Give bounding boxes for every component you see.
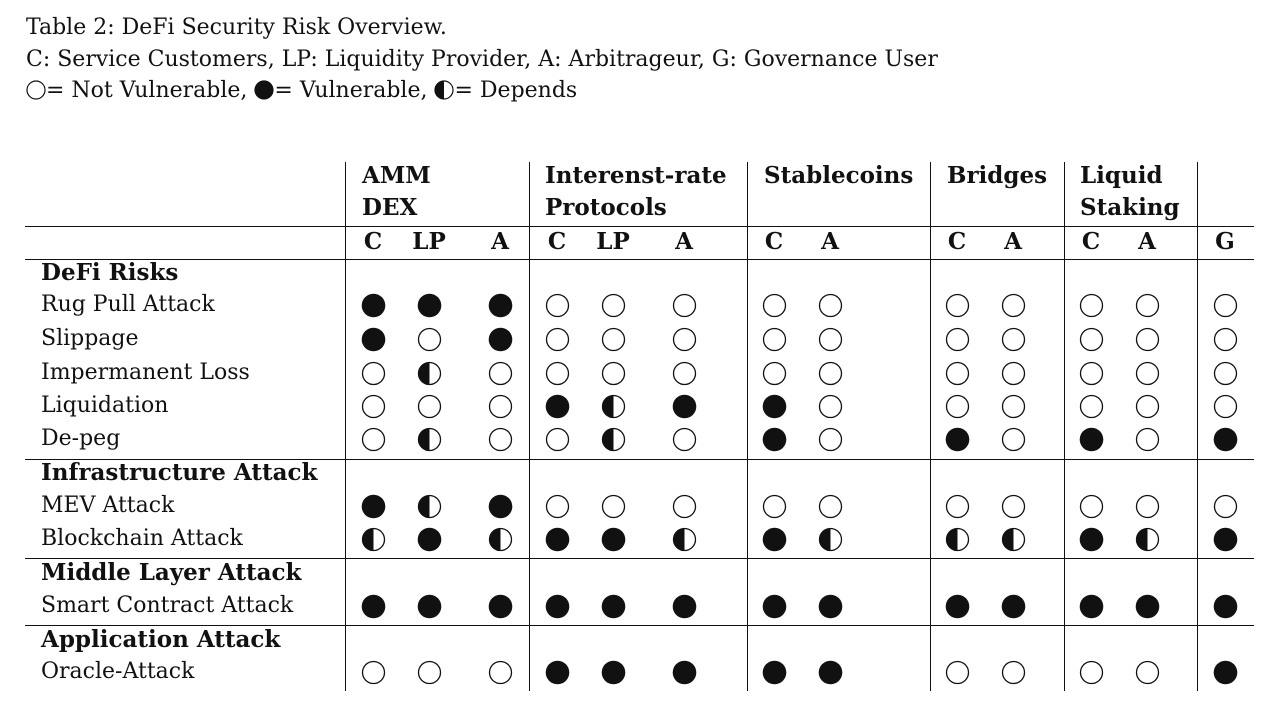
filled-circle-icon (545, 660, 570, 685)
empty-circle-icon (818, 327, 843, 352)
row-divider (25, 259, 1254, 260)
half-circle-icon (417, 427, 442, 452)
filled-circle-icon (545, 527, 570, 552)
empty-circle-icon (545, 427, 570, 452)
filled-circle-icon (488, 293, 513, 318)
empty-circle-icon (672, 427, 697, 452)
column-header: C (947, 228, 967, 255)
filled-circle-icon (361, 293, 386, 318)
filled-circle-icon (818, 594, 843, 619)
empty-circle-icon (26, 80, 46, 100)
group-header-line1: Liquid (1080, 162, 1163, 189)
half-circle-icon (1001, 527, 1026, 552)
filled-circle-icon (601, 594, 626, 619)
empty-circle-icon (601, 361, 626, 386)
filled-circle-icon (488, 494, 513, 519)
empty-circle-icon (762, 494, 787, 519)
row-label: Blockchain Attack (41, 526, 243, 551)
empty-circle-icon (1001, 293, 1026, 318)
legend-label: = Not Vulnerable, (46, 78, 248, 103)
half-circle-icon (601, 427, 626, 452)
filled-circle-icon (488, 327, 513, 352)
empty-circle-icon (1079, 394, 1104, 419)
filled-circle-icon (762, 427, 787, 452)
legend-not-vulnerable (26, 78, 254, 103)
empty-circle-icon (545, 361, 570, 386)
empty-circle-icon (818, 394, 843, 419)
column-header: A (491, 228, 509, 255)
column-header: C (764, 228, 784, 255)
row-label: Impermanent Loss (41, 360, 250, 385)
filled-circle-icon (417, 293, 442, 318)
group-header-line2: Staking (1080, 194, 1180, 221)
filled-circle-icon (545, 594, 570, 619)
filled-circle-icon (361, 327, 386, 352)
empty-circle-icon (1079, 361, 1104, 386)
group-header (947, 160, 1047, 192)
empty-circle-icon (1135, 427, 1160, 452)
half-circle-icon (361, 527, 386, 552)
table-caption (26, 12, 938, 107)
column-header: A (1004, 228, 1022, 255)
group-header (1080, 160, 1180, 224)
filled-circle-icon (601, 527, 626, 552)
empty-circle-icon (417, 394, 442, 419)
empty-circle-icon (672, 361, 697, 386)
half-circle-icon (488, 527, 513, 552)
filled-circle-icon (945, 427, 970, 452)
column-header: C (547, 228, 567, 255)
half-circle-icon (601, 394, 626, 419)
group-header-line2: DEX (362, 194, 418, 221)
filled-circle-icon (762, 527, 787, 552)
filled-circle-icon (1213, 594, 1238, 619)
column-header: G (1215, 228, 1235, 255)
row-divider (25, 226, 1254, 227)
legend-vulnerable (254, 78, 434, 103)
filled-circle-icon (672, 594, 697, 619)
row-label: Smart Contract Attack (41, 593, 294, 618)
filled-circle-icon (762, 394, 787, 419)
filled-circle-icon (417, 527, 442, 552)
group-header (362, 160, 431, 224)
empty-circle-icon (818, 293, 843, 318)
filled-circle-icon (945, 594, 970, 619)
filled-circle-icon (1079, 427, 1104, 452)
filled-circle-icon (1213, 427, 1238, 452)
section-title: DeFi Risks (41, 259, 179, 286)
section-title: Middle Layer Attack (41, 559, 302, 586)
filled-circle-icon (1001, 594, 1026, 619)
column-header: C (1081, 228, 1101, 255)
filled-circle-icon (545, 394, 570, 419)
empty-circle-icon (417, 660, 442, 685)
empty-circle-icon (601, 293, 626, 318)
empty-circle-icon (601, 327, 626, 352)
group-header-line1: AMM (362, 162, 431, 189)
empty-circle-icon (945, 293, 970, 318)
filled-circle-icon (1079, 594, 1104, 619)
column-header: LP (596, 228, 630, 255)
empty-circle-icon (1001, 427, 1026, 452)
empty-circle-icon (1135, 327, 1160, 352)
filled-circle-icon (762, 594, 787, 619)
column-divider (345, 162, 346, 691)
filled-circle-icon (1135, 594, 1160, 619)
filled-circle-icon (361, 494, 386, 519)
filled-circle-icon (601, 660, 626, 685)
empty-circle-icon (945, 394, 970, 419)
empty-circle-icon (488, 660, 513, 685)
row-label: Liquidation (41, 393, 169, 418)
group-header-line1: Stablecoins (764, 162, 914, 189)
legend-label: = Depends (454, 78, 578, 103)
empty-circle-icon (488, 394, 513, 419)
group-header (545, 160, 727, 224)
column-header: A (1138, 228, 1156, 255)
empty-circle-icon (1001, 327, 1026, 352)
caption-legend (26, 75, 938, 107)
empty-circle-icon (545, 293, 570, 318)
empty-circle-icon (672, 327, 697, 352)
empty-circle-icon (818, 494, 843, 519)
empty-circle-icon (488, 361, 513, 386)
column-header: A (675, 228, 693, 255)
row-label: MEV Attack (41, 493, 175, 518)
row-label: Oracle-Attack (41, 659, 195, 684)
filled-circle-icon (672, 394, 697, 419)
half-circle-icon (417, 494, 442, 519)
half-circle-icon (818, 527, 843, 552)
filled-circle-icon (254, 80, 274, 100)
filled-circle-icon (361, 594, 386, 619)
empty-circle-icon (1135, 494, 1160, 519)
empty-circle-icon (945, 327, 970, 352)
section-title: Application Attack (41, 626, 281, 653)
empty-circle-icon (945, 660, 970, 685)
filled-circle-icon (762, 660, 787, 685)
empty-circle-icon (1213, 327, 1238, 352)
empty-circle-icon (361, 660, 386, 685)
empty-circle-icon (1135, 394, 1160, 419)
empty-circle-icon (1213, 494, 1238, 519)
filled-circle-icon (1079, 527, 1104, 552)
empty-circle-icon (762, 293, 787, 318)
caption-title: Table 2: DeFi Security Risk Overview. (26, 15, 447, 40)
empty-circle-icon (945, 361, 970, 386)
half-circle-icon (434, 80, 454, 100)
empty-circle-icon (488, 427, 513, 452)
half-circle-icon (672, 527, 697, 552)
half-circle-icon (1135, 527, 1160, 552)
filled-circle-icon (672, 660, 697, 685)
empty-circle-icon (1135, 660, 1160, 685)
empty-circle-icon (1079, 494, 1104, 519)
empty-circle-icon (417, 327, 442, 352)
empty-circle-icon (818, 361, 843, 386)
filled-circle-icon (818, 660, 843, 685)
column-header: A (821, 228, 839, 255)
filled-circle-icon (417, 594, 442, 619)
column-divider (1197, 162, 1198, 691)
empty-circle-icon (1079, 293, 1104, 318)
filled-circle-icon (1213, 527, 1238, 552)
group-header-line1: Interenst-rate (545, 162, 727, 189)
legend-label: = Vulnerable, (274, 78, 428, 103)
empty-circle-icon (818, 427, 843, 452)
column-divider (930, 162, 931, 691)
column-divider (747, 162, 748, 691)
filled-circle-icon (1213, 660, 1238, 685)
empty-circle-icon (601, 494, 626, 519)
empty-circle-icon (1001, 394, 1026, 419)
row-label: Rug Pull Attack (41, 292, 215, 317)
caption-abbreviations: C: Service Customers, LP: Liquidity Provider, A: Arbitrageur, G: Governance User (26, 46, 938, 72)
empty-circle-icon (1213, 293, 1238, 318)
empty-circle-icon (1079, 327, 1104, 352)
half-circle-icon (945, 527, 970, 552)
group-header-line1: Bridges (947, 162, 1048, 189)
empty-circle-icon (545, 494, 570, 519)
filled-circle-icon (488, 594, 513, 619)
empty-circle-icon (361, 427, 386, 452)
column-divider (1064, 162, 1065, 691)
legend-depends (434, 78, 577, 103)
empty-circle-icon (361, 394, 386, 419)
empty-circle-icon (361, 361, 386, 386)
empty-circle-icon (1001, 494, 1026, 519)
section-title: Infrastructure Attack (41, 459, 318, 486)
empty-circle-icon (1079, 660, 1104, 685)
empty-circle-icon (1213, 361, 1238, 386)
column-divider (529, 162, 530, 691)
empty-circle-icon (1213, 394, 1238, 419)
empty-circle-icon (945, 494, 970, 519)
empty-circle-icon (762, 361, 787, 386)
empty-circle-icon (672, 494, 697, 519)
empty-circle-icon (1135, 361, 1160, 386)
row-label: De-peg (41, 426, 121, 451)
empty-circle-icon (1001, 660, 1026, 685)
empty-circle-icon (545, 327, 570, 352)
empty-circle-icon (762, 327, 787, 352)
column-header: LP (412, 228, 446, 255)
row-label: Slippage (41, 326, 139, 351)
column-header: C (363, 228, 383, 255)
empty-circle-icon (672, 293, 697, 318)
empty-circle-icon (1001, 361, 1026, 386)
half-circle-icon (417, 361, 442, 386)
group-header (764, 160, 913, 192)
empty-circle-icon (1135, 293, 1160, 318)
group-header-line2: Protocols (545, 194, 667, 221)
